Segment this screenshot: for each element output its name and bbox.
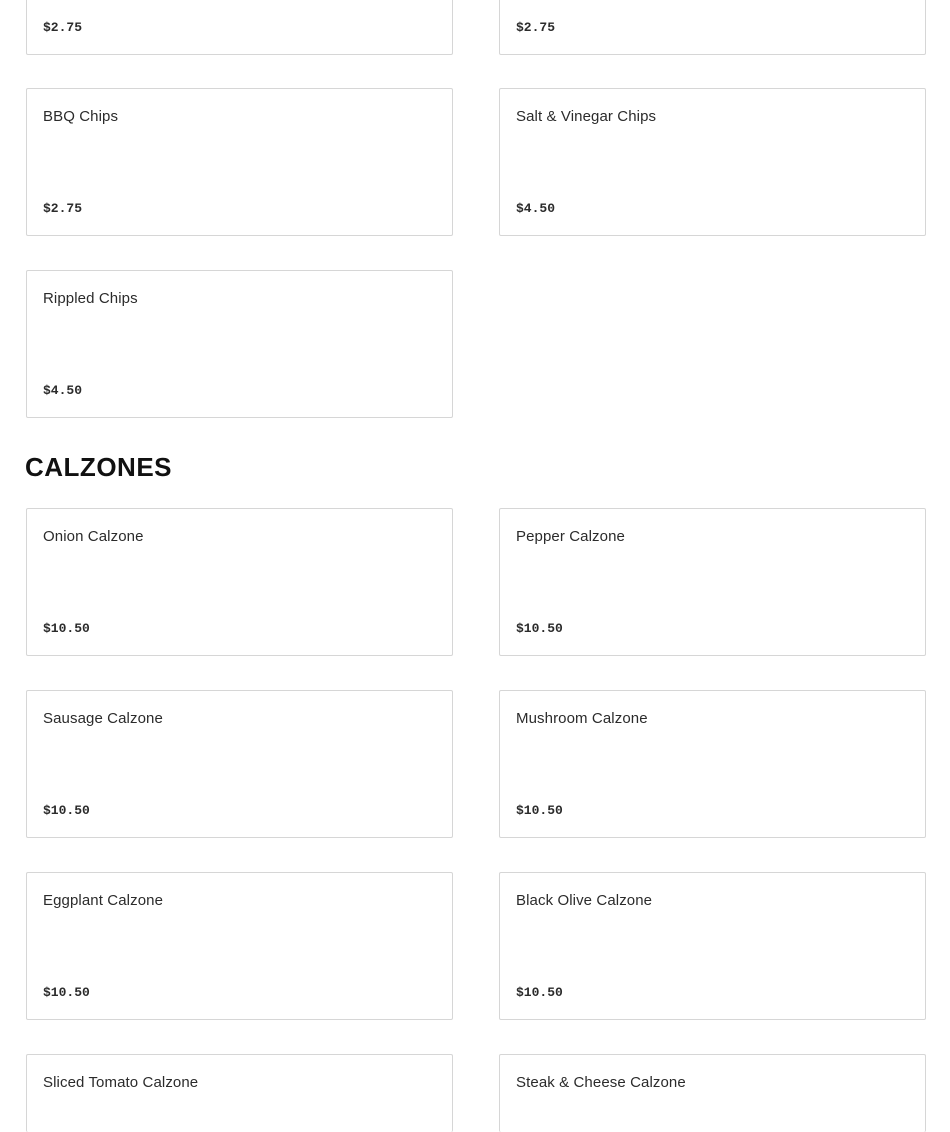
item-name: BBQ Chips xyxy=(43,108,119,125)
item-price: $2.75 xyxy=(43,201,83,216)
item-name: Rippled Chips xyxy=(43,290,138,307)
item-name: Eggplant Calzone xyxy=(43,892,164,909)
menu-item-card[interactable] xyxy=(26,270,453,418)
item-name: Black Olive Calzone xyxy=(516,892,653,909)
menu-item-card[interactable] xyxy=(499,690,926,838)
item-name: Pepper Calzone xyxy=(516,528,625,545)
item-price: $10.50 xyxy=(516,985,563,1000)
item-price: $4.50 xyxy=(43,383,83,398)
menu-item-card[interactable] xyxy=(26,872,453,1020)
item-name: Onion Calzone xyxy=(43,528,144,545)
item-price: $2.75 xyxy=(516,20,556,35)
menu-item-card[interactable] xyxy=(26,0,453,55)
menu-item-card[interactable] xyxy=(26,508,453,656)
menu-item-card[interactable] xyxy=(26,88,453,236)
menu-item-card[interactable] xyxy=(499,1054,926,1132)
item-name: Sausage Calzone xyxy=(43,710,163,727)
item-price: $10.50 xyxy=(516,803,563,818)
menu-item-card[interactable] xyxy=(26,1054,453,1132)
item-price: $2.75 xyxy=(43,20,83,35)
item-name: Salt & Vinegar Chips xyxy=(516,108,657,125)
item-name: Steak & Cheese Calzone xyxy=(516,1074,686,1091)
item-price: $10.50 xyxy=(43,803,90,818)
item-name: Mushroom Calzone xyxy=(516,710,648,727)
item-price: $10.50 xyxy=(43,985,90,1000)
section-title-calzones: CALZONES xyxy=(25,452,172,482)
item-price: $10.50 xyxy=(516,621,563,636)
menu-item-card[interactable] xyxy=(499,872,926,1020)
item-price: $4.50 xyxy=(516,201,556,216)
menu-item-card[interactable] xyxy=(499,88,926,236)
item-price: $10.50 xyxy=(43,621,90,636)
menu-item-card[interactable] xyxy=(499,0,926,55)
menu-item-card[interactable] xyxy=(26,690,453,838)
menu-item-card[interactable] xyxy=(499,508,926,656)
item-name: Sliced Tomato Calzone xyxy=(43,1074,199,1091)
